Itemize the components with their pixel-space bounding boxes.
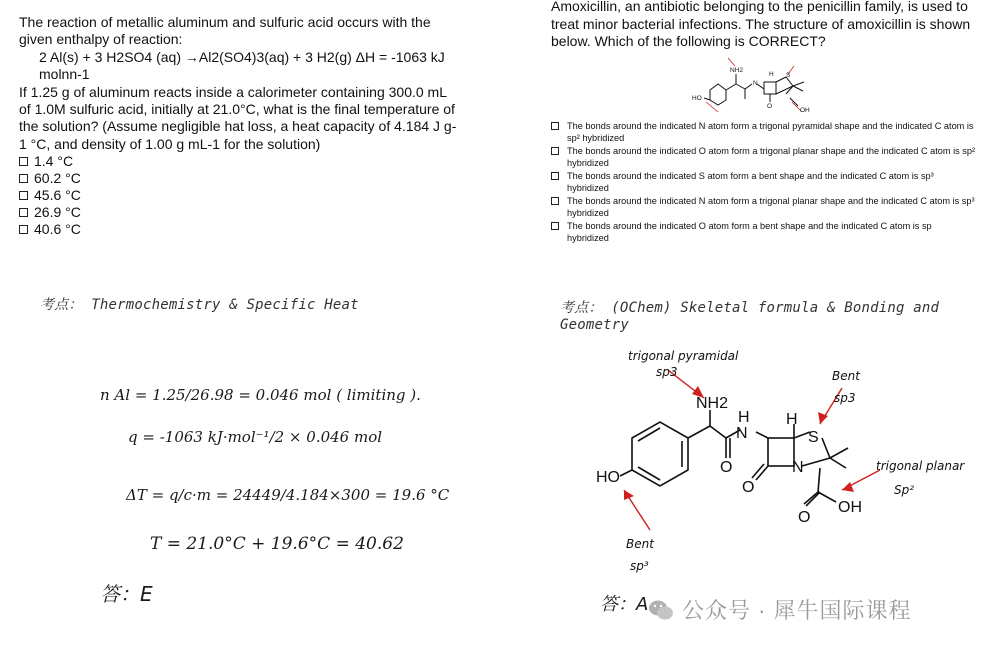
- mol-small-o: O: [767, 103, 773, 110]
- mol-small-h: H: [769, 71, 774, 78]
- q1-option[interactable]: 60.2 °C: [19, 170, 459, 187]
- ann-trigonal-planar: trigonal planar: [876, 459, 965, 473]
- checkbox-icon[interactable]: [551, 122, 559, 130]
- answer-right: 答：A: [600, 594, 649, 615]
- ann-trigonal-pyramidal: trigonal pyramidal: [628, 349, 739, 363]
- q1-equation: 2 Al(s) + 3 H2SO4 (aq) →Al2(SO4)3(aq) + 3 H2(g) ΔH = -1063 kJ molnn-1: [39, 48, 445, 83]
- q2-option[interactable]: The bonds around the indicated O atom form a trigonal planar shape and the indicated C atom is sp² hybridized: [551, 145, 976, 169]
- q2-option[interactable]: The bonds around the indicated S atom form a bent shape and the indicated C atom is sp³ hybridized: [551, 170, 976, 194]
- ann-bent-s: Bent: [832, 369, 860, 383]
- mol-ho: HO: [596, 469, 620, 486]
- wechat-icon: [648, 597, 674, 623]
- q1-option[interactable]: 40.6 °C: [19, 221, 459, 238]
- mol-o3: O: [798, 509, 811, 526]
- checkbox-icon[interactable]: [19, 225, 28, 234]
- mol-h2: H: [786, 411, 798, 428]
- q1-option[interactable]: 1.4 °C: [19, 153, 459, 170]
- ann-sp2: Sp²: [894, 483, 915, 497]
- answer-left: 答：E: [100, 582, 153, 606]
- q1-body: If 1.25 g of aluminum reacts inside a calorimeter containing 300.0 mL of 1.0M sulfuric acid, initially at 21.0°C, what is the final temperature of the solution? (Assume negligible hat loss, a heat capacity of 4.184 J g-1 °C, and density of 1.00 g mL-1 for the solution): [19, 83, 457, 152]
- q2-option[interactable]: The bonds around the indicated O atom form a bent shape and the indicated C atom is sp hybridized: [551, 220, 976, 244]
- amoxicillin-small-structure: [690, 56, 830, 118]
- calc-line-1: n Al = 1.25/26.98 = 0.046 mol ( limiting ).: [100, 386, 421, 404]
- mol-s: S: [808, 429, 819, 446]
- mol-small-nh2: NH2: [730, 67, 744, 74]
- ann-sp3-a: sp3: [656, 365, 678, 379]
- checkbox-icon[interactable]: [19, 174, 28, 183]
- q1-option[interactable]: 45.6 °C: [19, 187, 459, 204]
- q2-option[interactable]: The bonds around the indicated N atom form a trigonal pyramidal shape and the indicated C atom is sp² hybridized: [551, 120, 976, 144]
- topic-right: 考点： (OChem) Skeletal formula & Bonding and Geometry: [560, 300, 940, 333]
- q1-option[interactable]: 26.9 °C: [19, 204, 459, 221]
- calc-line-4: T = 21.0°C + 19.6°C = 40.62: [150, 534, 404, 554]
- q2-option[interactable]: The bonds around the indicated N atom form a trigonal planar shape and the indicated C atom is sp³ hybridized: [551, 195, 976, 219]
- mol-nh2: NH2: [696, 395, 729, 412]
- checkbox-icon[interactable]: [19, 208, 28, 217]
- mol-oh: OH: [838, 499, 862, 516]
- ann-sp3-b: sp3: [834, 391, 856, 405]
- watermark: [648, 594, 912, 625]
- mol-n2: N: [792, 459, 804, 476]
- mol-small-ho: HO: [692, 95, 702, 102]
- ann-bent-o: Bent: [626, 537, 654, 551]
- ann-sp3-c: sp³: [630, 559, 649, 573]
- question-1: [19, 14, 459, 238]
- checkbox-icon[interactable]: [19, 157, 28, 166]
- checkbox-icon[interactable]: [551, 147, 559, 155]
- amoxicillin-large-structure: [580, 340, 1000, 610]
- topic-left: 考点： Thermochemistry & Specific Heat: [40, 297, 359, 313]
- checkbox-icon[interactable]: [551, 172, 559, 180]
- mol-small-n: N: [753, 80, 758, 87]
- mol-small-s: S: [786, 72, 791, 79]
- checkbox-icon[interactable]: [551, 197, 559, 205]
- calc-line-3: ΔT = q/c·m = 24449/4.184×300 = 19.6 °C: [126, 486, 450, 504]
- mol-small-oh: OH: [800, 107, 810, 114]
- checkbox-icon[interactable]: [551, 222, 559, 230]
- q1-intro: The reaction of metallic aluminum and sulfuric acid occurs with the given enthalpy of reaction:: [19, 14, 431, 48]
- watermark-text: 公众号 · 犀牛国际课程: [682, 598, 912, 623]
- q1-options: [19, 153, 459, 238]
- calc-line-2: q = -1063 kJ·mol⁻¹/2 × 0.046 mol: [128, 428, 383, 446]
- q2-intro: Amoxicillin, an antibiotic belonging to the penicillin family, is used to treat minor bacterial infections. The structure of amoxicillin is shown below. Which of the following is CORRECT?: [551, 0, 971, 50]
- question-2: [551, 0, 991, 51]
- mol-o2: O: [742, 479, 755, 496]
- mol-o1: O: [720, 459, 733, 476]
- checkbox-icon[interactable]: [19, 191, 28, 200]
- mol-n1: N: [736, 425, 748, 442]
- mol-h1: H: [738, 409, 750, 426]
- q2-options: [551, 120, 976, 245]
